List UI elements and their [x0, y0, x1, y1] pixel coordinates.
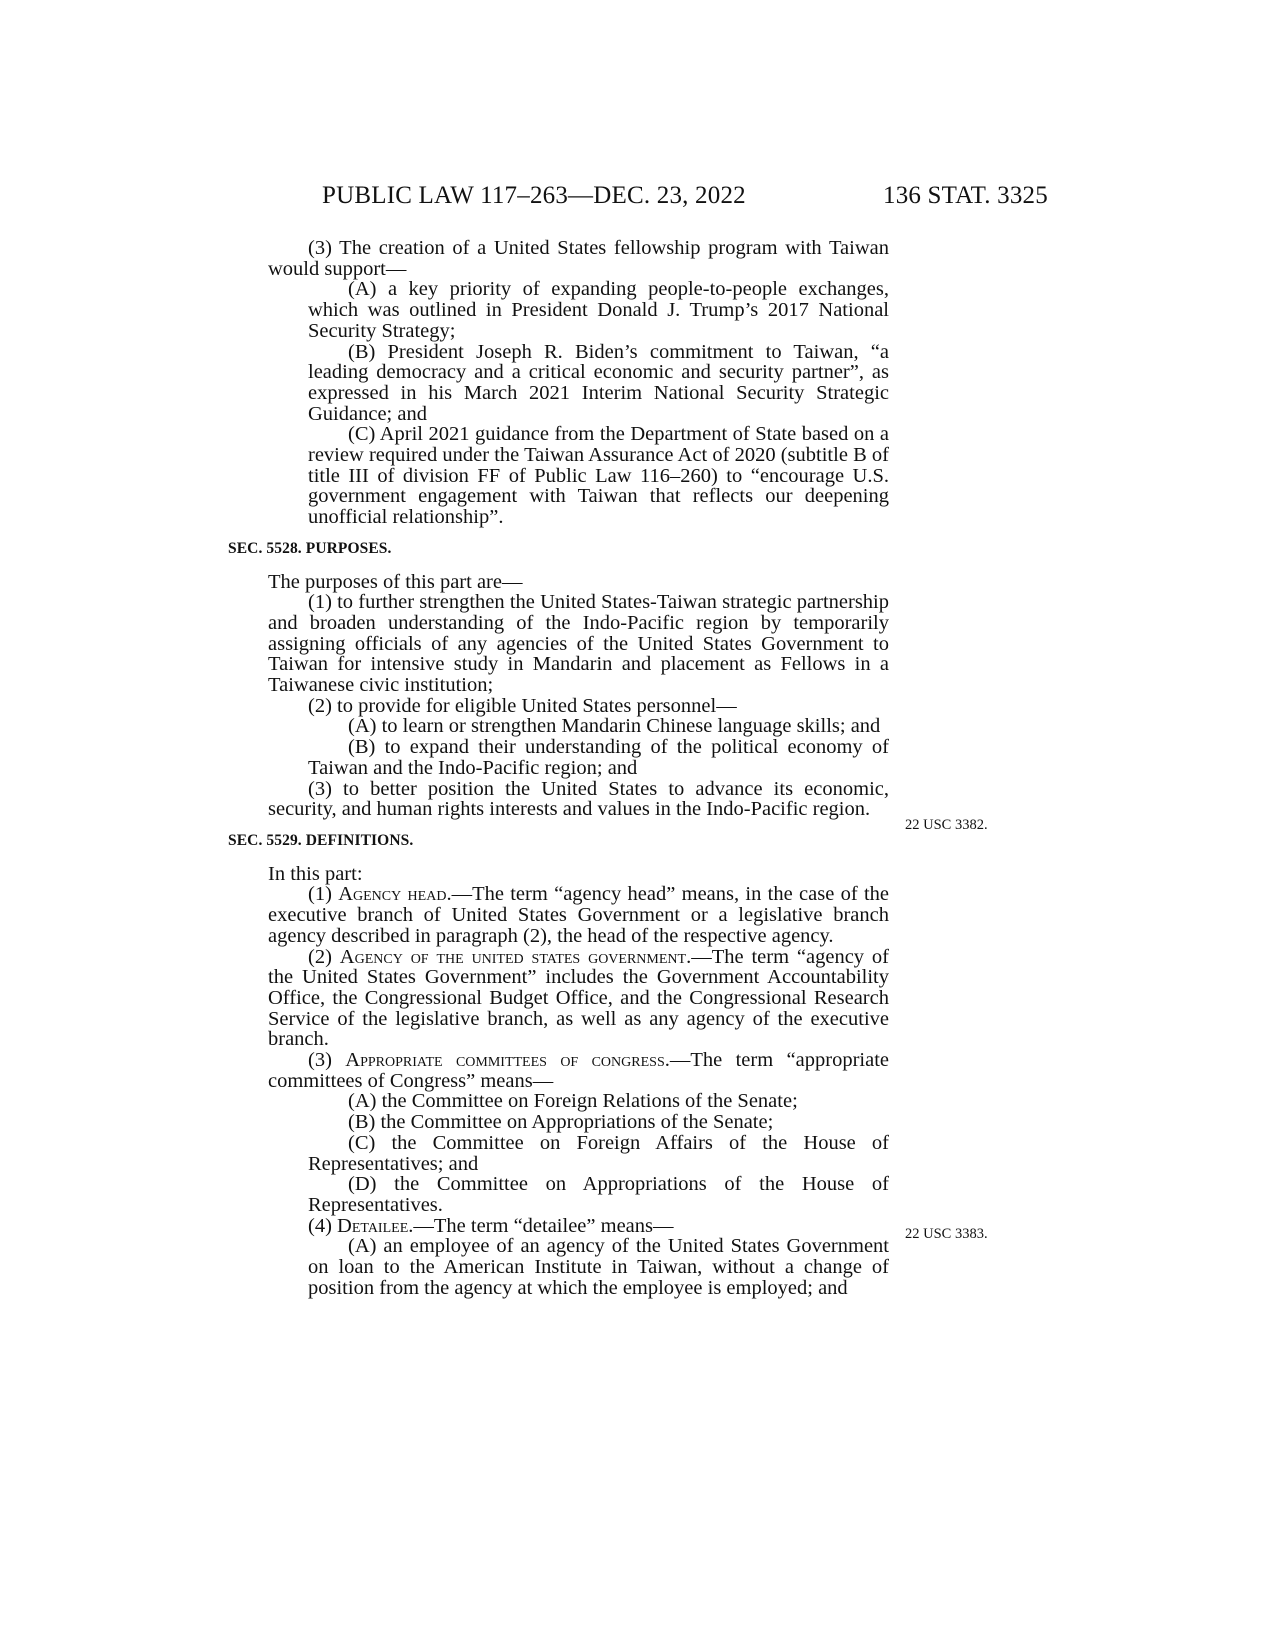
purpose-1: (1) to further strengthen the United States-Taiwan strategic partnership and broaden understanding of the Indo-Pacific region by temporarily assigning officials of any agencies of the United States Government to Taiwan for intensive study in Mandarin and placement as Fellows in a Taiwanese civic institution; — [268, 591, 889, 697]
purpose-2b: (B) to expand their understanding of the political economy of Taiwan and the Indo-Pacific region; and — [308, 736, 889, 779]
finding-item-b: (B) President Joseph R. Biden’s commitment to Taiwan, “a leading democracy and a critical economic and security partner”, as expressed in his March 2021 Interim National Security Strategic Guidance; and — [308, 340, 889, 425]
definition-3 — [268, 1050, 889, 1091]
definition-4-number: (4) — [308, 1214, 332, 1237]
definition-4a: (A) an employee of an agency of the United States Government on loan to the American Institute in Taiwan, without a change of position from the agency at which the employee is employed; and — [308, 1235, 889, 1299]
finding-item-c: (C) April 2021 guidance from the Department of State based on a review required under the Taiwan Assurance Act of 2020 (subtitle B of title III of division FF of Public Law 116–260) to “encourage U.S. government engagement with Taiwan that reflects our deepening unofficial relationship”. — [308, 423, 889, 529]
definition-2 — [268, 947, 889, 1051]
definition-3-number: (3) — [308, 1049, 332, 1072]
definition-1-term: Agency head — [338, 883, 447, 906]
definition-3-text: .—The term “appropriate committees of Congress” means— — [268, 1049, 889, 1092]
definition-3d: (D) the Committee on Appropriations of the House of Representatives. — [308, 1173, 889, 1216]
finding-item-a: (A) a key priority of expanding people-to-people exchanges, which was outlined in President Donald J. Trump’s 2017 National Security Strategy; — [308, 278, 889, 342]
section-heading-5529: SEC. 5529. DEFINITIONS. — [228, 831, 414, 849]
margin-note-sec-5528: 22 USC 3382. — [905, 817, 988, 833]
running-head-title: PUBLIC LAW 117–263—DEC. 23, 2022 — [322, 182, 746, 209]
definition-4 — [268, 1216, 889, 1237]
definition-1-number: (1) — [308, 883, 332, 906]
purpose-2: (2) to provide for eligible United States personnel— — [308, 694, 737, 717]
definition-3a: (A) the Committee on Foreign Relations of the Senate; — [348, 1090, 798, 1113]
definition-2-term: Agency of the united states government — [339, 945, 687, 968]
definition-4-text: .—The term “detailee” means— — [408, 1214, 674, 1237]
purposes-intro: The purposes of this part are— — [268, 570, 523, 593]
definition-3b: (B) the Committee on Appropriations of the Senate; — [348, 1111, 774, 1134]
definition-2-text: .—The term “agency of the United States Government” includes the Government Accountability Office, the Congressional Budget Office, and the Congressional Research Service of the legislative branch, as well as any agency of the executive branch. — [268, 945, 890, 1051]
purpose-2a: (A) to learn or strengthen Mandarin Chinese language skills; and — [348, 715, 881, 738]
margin-note-sec-5529: 22 USC 3383. — [905, 1226, 988, 1242]
definition-4-term: Detailee — [337, 1214, 409, 1237]
definitions-intro: In this part: — [268, 862, 363, 885]
definition-1-text: .—The term “agency head” means, in the case of the executive branch of United States Government or a legislative branch agency described in paragraph (2), the head of the respective agency. — [268, 883, 890, 947]
definition-2-number: (2) — [308, 945, 332, 968]
running-head-stat: 136 STAT. 3325 — [883, 182, 1048, 209]
definition-3-term: Appropriate committees of congress — [345, 1049, 665, 1072]
finding-paragraph-3: (3) The creation of a United States fellowship program with Taiwan would support— — [268, 237, 889, 280]
purpose-3: (3) to better position the United States to advance its economic, security, and human rights interests and values in the Indo-Pacific region. — [268, 777, 889, 821]
section-heading-5528: SEC. 5528. PURPOSES. — [228, 539, 392, 557]
definition-3c: (C) the Committee on Foreign Affairs of the House of Representatives; and — [308, 1131, 889, 1175]
document-body — [228, 237, 890, 1299]
definition-1 — [268, 884, 889, 946]
